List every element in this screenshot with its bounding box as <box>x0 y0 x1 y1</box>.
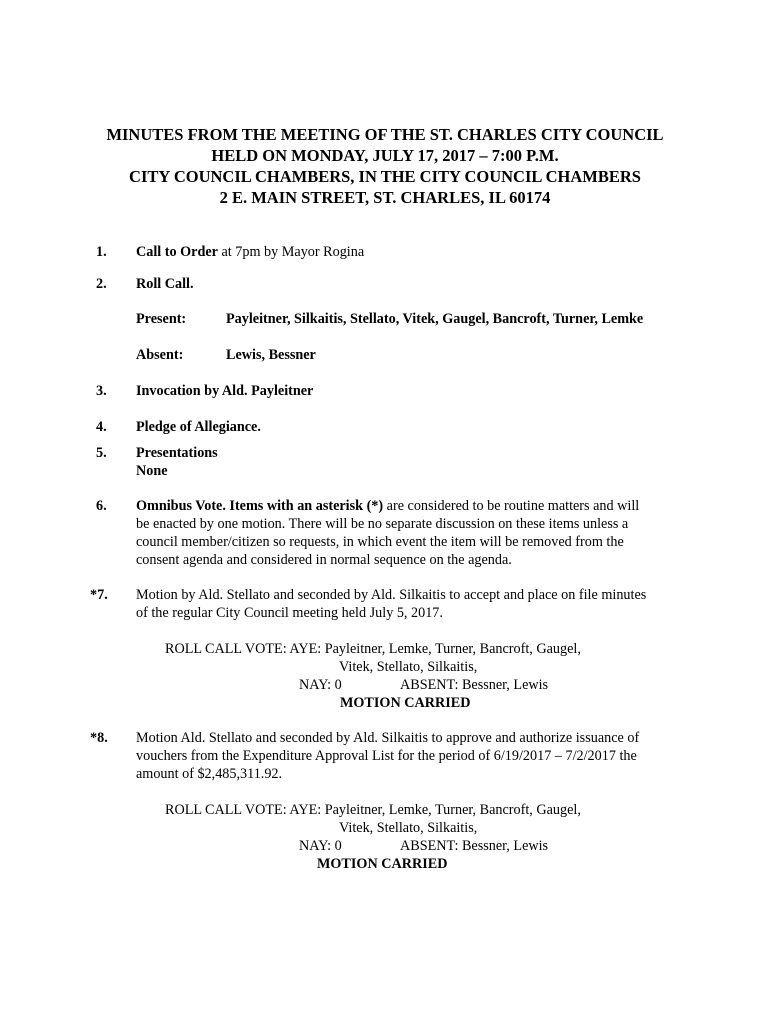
item-7-vote-line-2: Vitek, Stellato, Silkaitis, <box>339 659 478 675</box>
present-label: Present: <box>136 311 187 327</box>
item-7-absent: ABSENT: Bessner, Lewis <box>400 677 549 693</box>
item-7-line-2: of the regular City Council meeting held July 5, 2017. <box>136 605 443 621</box>
item-6-number: 6. <box>96 498 107 514</box>
item-6-line-1-rest: are considered to be routine matters and will <box>383 498 640 514</box>
item-8-nay: NAY: 0 <box>299 838 342 854</box>
title-line-2: HELD ON MONDAY, JULY 17, 2017 – 7:00 P.M. <box>211 146 559 165</box>
present-list: Payleitner, Silkaitis, Stellato, Vitek, Gaugel, Bancroft, Turner, Lemke <box>226 311 644 327</box>
item-8-vote-line-1: ROLL CALL VOTE: AYE: Payleitner, Lemke, Turner, Bancroft, Gaugel, <box>165 802 581 818</box>
item-6-paragraph <box>136 497 696 569</box>
absent-list: Lewis, Bessner <box>226 347 316 363</box>
title-line-4: 2 E. MAIN STREET, ST. CHARLES, IL 60174 <box>219 188 551 207</box>
item-7-line-1: Motion by Ald. Stellato and seconded by Ald. Silkaitis to accept and place on file minutes <box>136 587 647 603</box>
item-7-paragraph <box>136 586 696 622</box>
item-4-number: 4. <box>96 419 107 435</box>
item-8-line-3: amount of $2,485,311.92. <box>136 766 283 782</box>
item-8-line-2: vouchers from the Expenditure Approval List for the period of 6/19/2017 – 7/2/2017 the <box>136 748 637 764</box>
item-6-line-3: council member/citizen so requests, in which event the item will be removed from the <box>136 534 624 550</box>
absent-label: Absent: <box>136 347 184 363</box>
item-4-label: Pledge of Allegiance. <box>136 419 261 435</box>
item-8-result: MOTION CARRIED <box>317 856 448 872</box>
item-2-label: Roll Call. <box>136 276 194 292</box>
item-1-detail: at 7pm by Mayor Rogina <box>217 244 365 260</box>
title-line-1: MINUTES FROM THE MEETING OF THE ST. CHARLES CITY COUNCIL <box>106 125 664 144</box>
item-7-vote-line-1: ROLL CALL VOTE: AYE: Payleitner, Lemke, Turner, Bancroft, Gaugel, <box>165 641 581 657</box>
item-5-sub: None <box>136 463 168 479</box>
item-5-number: 5. <box>96 445 107 461</box>
item-8-line-1: Motion Ald. Stellato and seconded by Ald. Silkaitis to approve and authorize issuance of <box>136 730 640 746</box>
document-title <box>60 124 710 208</box>
item-7-number: *7. <box>90 587 108 603</box>
item-6-line-1 <box>136 497 696 515</box>
item-2-number: 2. <box>96 276 107 292</box>
item-1-label: Call to Order <box>136 244 218 260</box>
item-1-number: 1. <box>96 244 107 260</box>
item-8-vote-line-2: Vitek, Stellato, Silkaitis, <box>339 820 478 836</box>
item-3-label: Invocation by Ald. Payleitner <box>136 383 314 399</box>
item-3-number: 3. <box>96 383 107 399</box>
item-6-line-4: consent agenda and considered in normal sequence on the agenda. <box>136 552 512 568</box>
title-line-3: CITY COUNCIL CHAMBERS, IN THE CITY COUNCIL CHAMBERS <box>129 167 641 186</box>
item-8-number: *8. <box>90 730 108 746</box>
item-7-result: MOTION CARRIED <box>340 695 471 711</box>
item-6-line-2: be enacted by one motion. There will be no separate discussion on these items unless a <box>136 516 629 532</box>
item-8-paragraph <box>136 729 696 783</box>
item-1-text <box>136 243 364 261</box>
item-7-nay: NAY: 0 <box>299 677 342 693</box>
item-5-label: Presentations <box>136 445 218 461</box>
item-8-absent: ABSENT: Bessner, Lewis <box>400 838 549 854</box>
item-6-label: Omnibus Vote. Items with an asterisk (*) <box>136 498 384 514</box>
